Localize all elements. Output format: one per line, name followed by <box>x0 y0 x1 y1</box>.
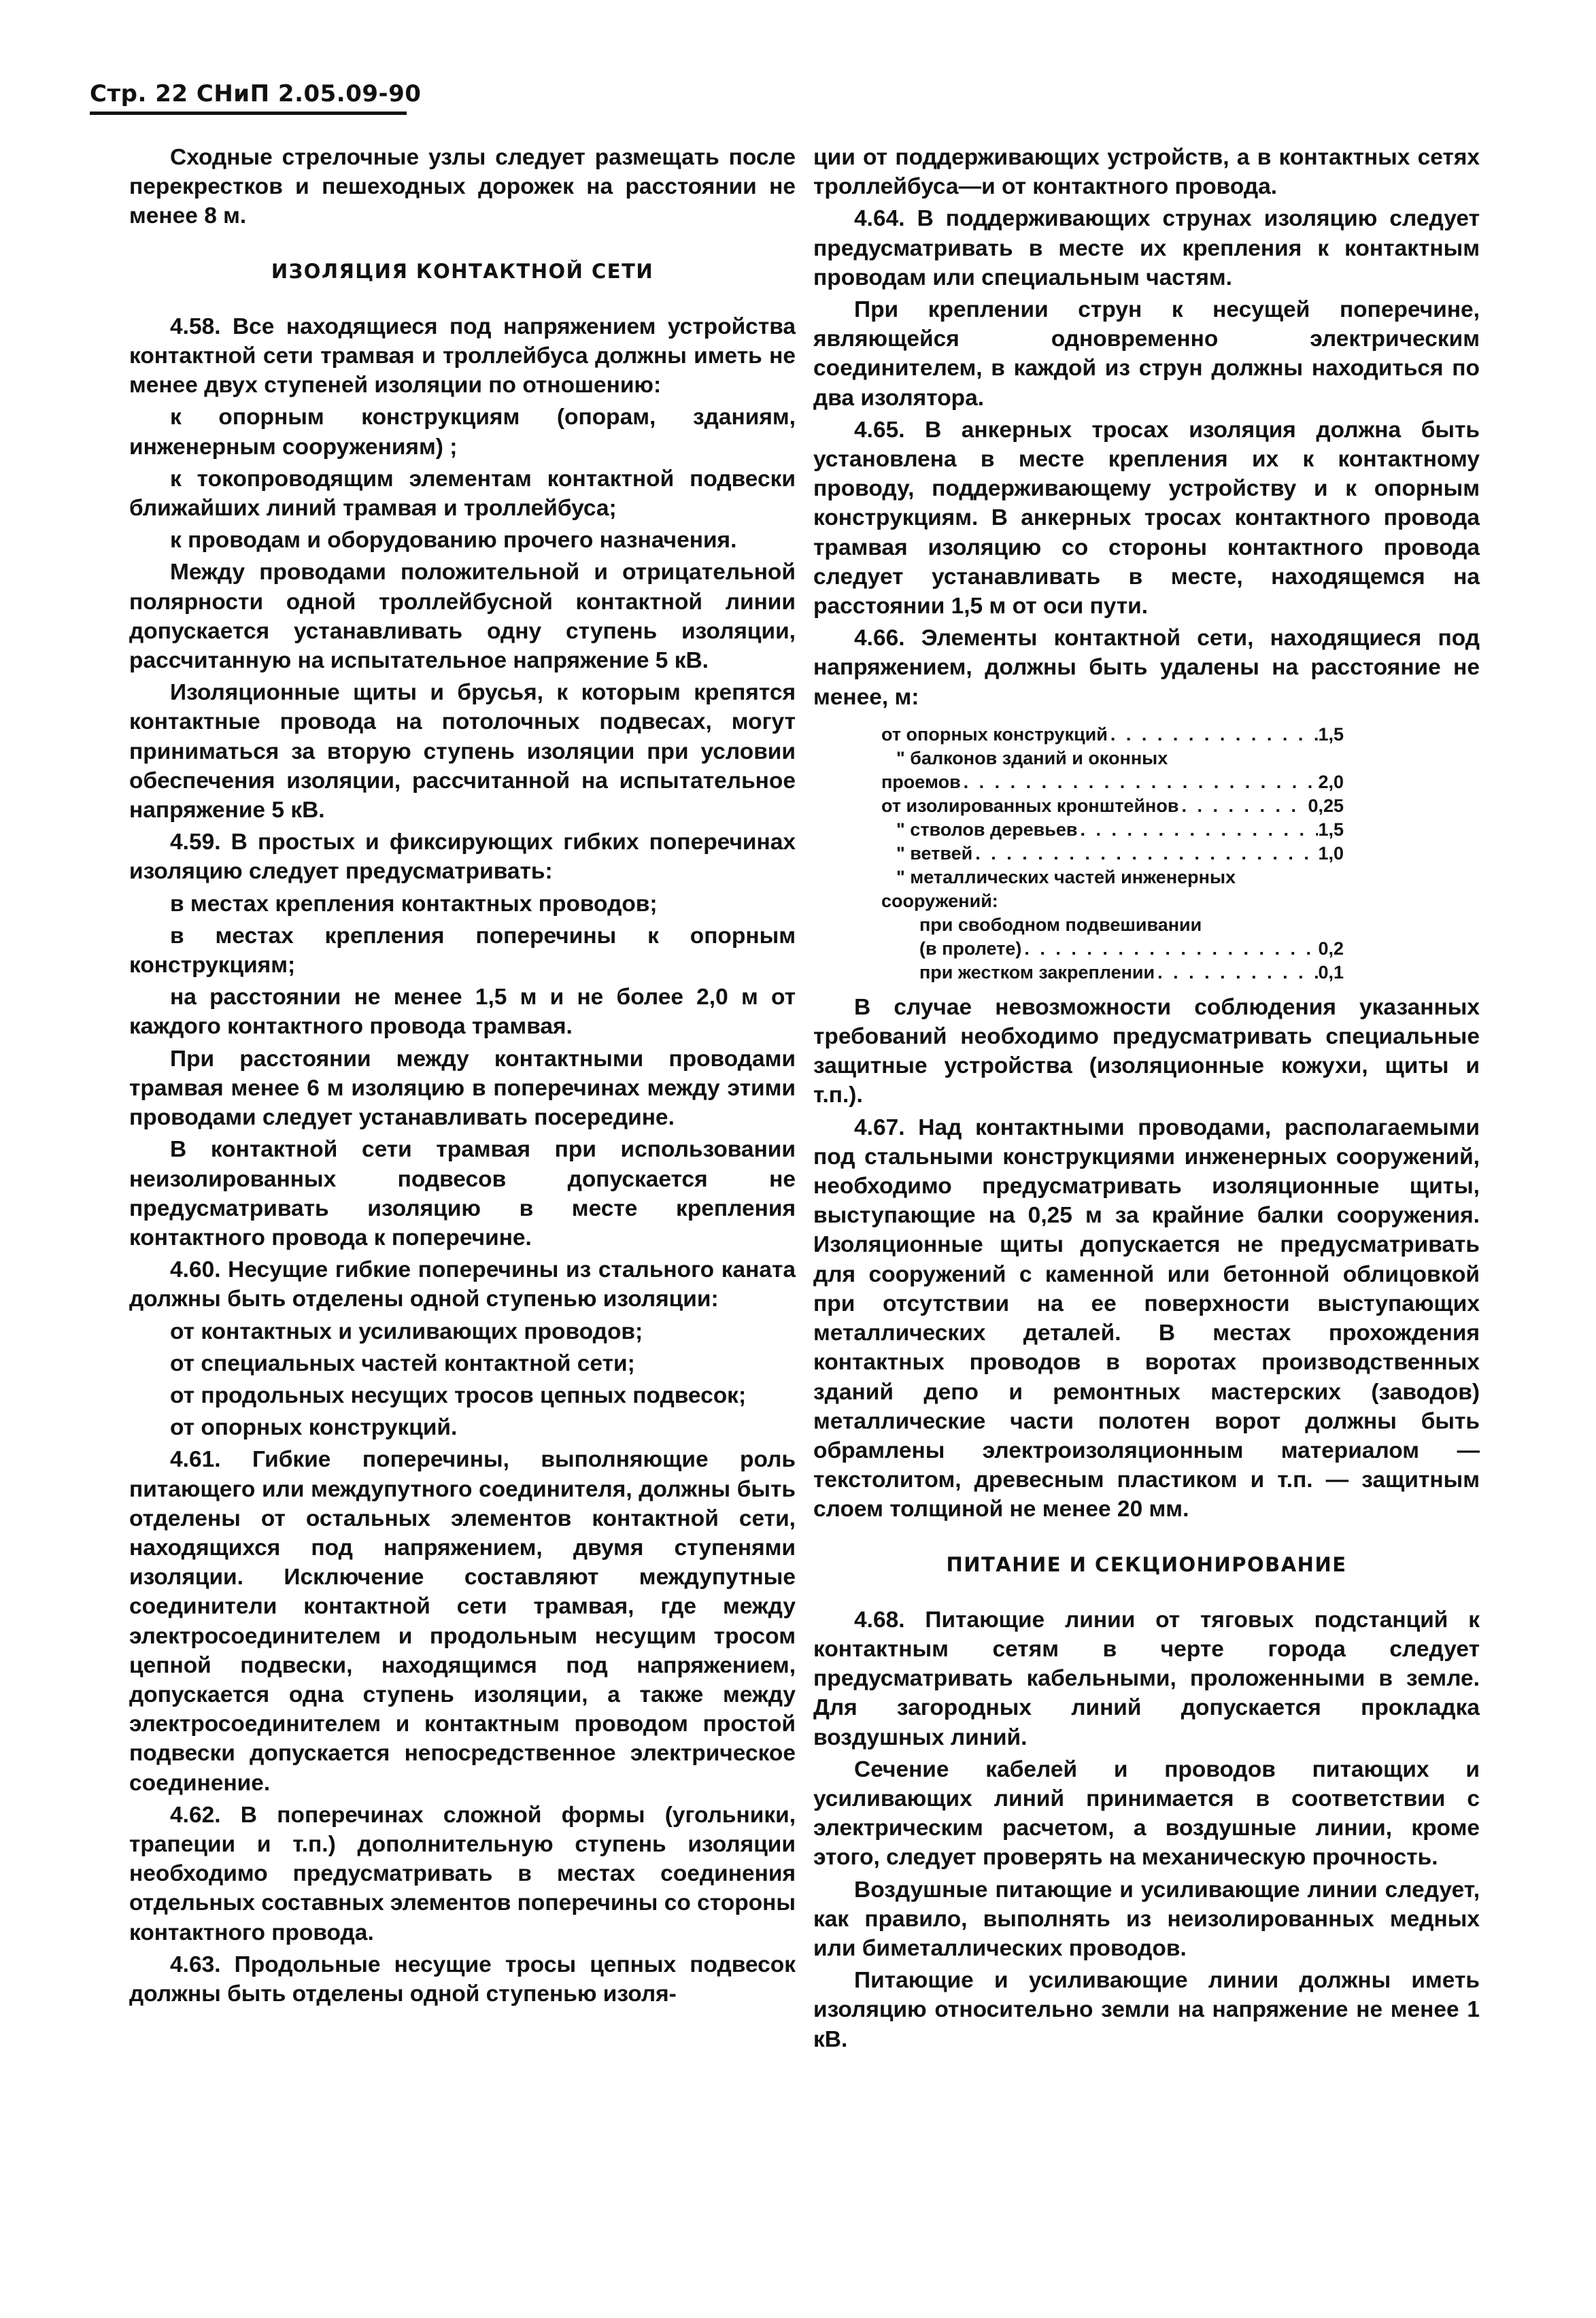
clause-number: 4.63. <box>170 1951 221 1977</box>
clause-text: Гибкие поперечины, выполняющие роль питающего или междупутного соединителя, должны быть отделены от остальных элементов контактной сети, находящихся под напряжением, двумя ступенями изоляции. Исключение составляют междупутные соединители контактной сети трамвая, где между электросоединителем и продольным несущим тросом цепной подвески, находящимся под напряжением, допускается одна ступень изоляции, а также между электросоединителем и контактным проводом простой подвески допускается непосредственное электрическое соединение. <box>129 1447 796 1796</box>
distance-value: 1,5 <box>1318 819 1344 840</box>
section-heading-power: ПИТАНИЕ И СЕКЦИОНИРОВАНИЕ <box>946 1552 1347 1576</box>
dot-leader <box>961 770 1319 794</box>
distance-label: " ветвей <box>896 842 973 864</box>
paragraph: Воздушные питающие и усиливающие линии следует, как правило, выполнять из неизолированных медных или биметаллических проводов. <box>813 1877 1480 1961</box>
dot-leader <box>1077 818 1318 842</box>
dot-leader <box>1155 961 1318 985</box>
distance-value: 0,2 <box>1318 938 1344 959</box>
clause-number: 4.62. <box>170 1802 221 1828</box>
distance-label: проемов <box>881 771 961 792</box>
list-item: на расстоянии не менее 1,5 м и не более 2,0 м от каждого контактного провода трамвая. <box>129 985 796 1040</box>
distance-row <box>881 913 1344 937</box>
list-item: к токопроводящим элементам контактной подвески ближайших линий трамвая и троллейбуса; <box>129 466 796 522</box>
right-column <box>813 143 1480 2054</box>
list-item: от контактных и усиливающих проводов; <box>170 1318 643 1344</box>
list-item: к опорным конструкциям (опорам, зданиям, инженерным сооружениям) ; <box>129 405 796 460</box>
clause-number: 4.58. <box>170 313 221 339</box>
distance-label: от изолированных кронштейнов <box>881 795 1179 816</box>
clause-number: 4.67. <box>854 1114 905 1140</box>
paragraph: При креплении струн к несущей поперечине, являющейся одновременно электрическим соединителем, в каждой из струн должны находиться по два изолятора. <box>813 297 1480 411</box>
distance-row <box>881 723 1344 747</box>
distance-row <box>881 770 1344 794</box>
list-item: в местах крепления контактных проводов; <box>170 891 658 917</box>
dot-leader <box>972 842 1318 866</box>
distance-table <box>881 723 1344 985</box>
clause-4-66 <box>813 624 1480 712</box>
paragraph: При расстоянии между контактными проводами трамвая менее 6 м изоляцию в поперечинах между этими проводами следует устанавливать посередине. <box>129 1046 796 1131</box>
paragraph: Между проводами положительной и отрицательной полярности одной троллейбусной контактной линии допускается устанавливать одну ступень изоляции, рассчитанную на испытательное напряжение 5 кВ. <box>129 560 796 674</box>
clause-text: Над контактными проводами, располагаемыми под стальными конструкциями инженерных сооружений, необходимо предусматривать изоляционные щиты, выступающие на 0,25 м за крайние балки сооружения. Изоляционные щиты допускается не предусматривать для сооружений с каменной или бетонной облицовкой при отсутствии на ее поверхности выступающих металлических деталей. В местах прохождения контактных проводов в воротах производственных зданий депо и ремонтных мастерских (заводов) металлические части полотен ворот должны быть обрамлены электроизоляционным материалом — текстолитом, древесным пластиком и т.п. — защитным слоем толщиной не менее 20 мм. <box>813 1114 1480 1522</box>
distance-value: 0,1 <box>1318 961 1344 983</box>
distance-value: 1,0 <box>1318 842 1344 864</box>
list-item: от специальных частей контактной сети; <box>170 1350 635 1376</box>
clause-text: Продольные несущие тросы цепных подвесок должны быть отделены одной ступенью изоля- <box>129 1951 796 2007</box>
distance-label: " балконов зданий и оконных <box>896 747 1168 768</box>
distance-row <box>881 866 1344 889</box>
clause-text: В простых и фиксирующих гибких поперечинах изоляцию следует предусматривать: <box>129 830 796 885</box>
distance-label: при жестком закреплении <box>919 961 1155 983</box>
distance-label: " стволов деревьев <box>896 819 1078 840</box>
clause-4-61 <box>129 1445 796 1797</box>
paragraph: Изоляционные щиты и брусья, к которым крепятся контактные провода на потолочных подвесах, могут приниматься за вторую ступень изоляции при условии обеспечения изоляции, рассчитанной на испытательное напряжение 5 кВ. <box>129 680 796 823</box>
paragraph: В случае невозможности соблюдения указанных требований необходимо предусматривать специальные защитные устройства (изоляционные кожухи, щиты и т.п.). <box>813 994 1480 1108</box>
clause-number: 4.68. <box>854 1607 905 1633</box>
paragraph-continued: ции от поддерживающих устройств, а в контактных сетях троллейбуса—и от контактного провода. <box>813 145 1480 200</box>
clause-text: Элементы контактной сети, находящиеся под напряжением, должны быть удалены на расстояние не менее, м: <box>813 626 1480 710</box>
clause-number: 4.66. <box>854 626 905 651</box>
distance-row <box>881 937 1344 961</box>
distance-value: 0,25 <box>1308 795 1344 816</box>
distance-label: сооружений: <box>881 890 998 911</box>
clause-4-59 <box>129 828 796 886</box>
list-item: от опорных конструкций. <box>170 1415 458 1441</box>
distance-row <box>881 961 1344 985</box>
distance-label: (в пролете) <box>919 938 1022 959</box>
clause-number: 4.64. <box>854 206 905 232</box>
distance-label: при свободном подвешивании <box>919 914 1202 935</box>
distance-value: 2,0 <box>1318 771 1344 792</box>
clause-4-63 <box>129 1950 796 2009</box>
dot-leader <box>1178 794 1308 818</box>
left-column <box>129 143 796 2009</box>
distance-row <box>881 794 1344 818</box>
clause-text: В поддерживающих струнах изоляцию следует предусматривать в месте их крепления к контактным проводам или специальным частям. <box>813 206 1480 290</box>
clause-number: 4.60. <box>170 1257 221 1283</box>
clause-number: 4.59. <box>170 830 221 855</box>
distance-label: " металлических частей инженерных <box>896 866 1236 887</box>
distance-row <box>881 889 1344 913</box>
distance-value: 1,5 <box>1318 723 1344 745</box>
section-heading-isolation: ИЗОЛЯЦИЯ КОНТАКТНОЙ СЕТИ <box>271 259 654 283</box>
clause-text: В поперечинах сложной формы (угольники, трапеции и т.п.) дополнительную ступень изоляции необходимо предусматривать в местах соединения отдельных составных элементов поперечины со стороны контактного провода. <box>129 1802 796 1945</box>
header-rule <box>90 112 407 115</box>
paragraph: Питающие и усиливающие линии должны иметь изоляцию относительно земли на напряжение не менее 1 кВ. <box>813 1968 1480 2052</box>
clause-text: Несущие гибкие поперечины из стального каната должны быть отделены одной ступенью изоляции: <box>129 1257 796 1312</box>
dot-leader <box>1021 937 1318 961</box>
dot-leader <box>1108 723 1319 747</box>
distance-label: от опорных конструкций <box>881 723 1108 745</box>
distance-row <box>881 818 1344 842</box>
list-item: от продольных несущих тросов цепных подвесок; <box>170 1382 747 1408</box>
clause-number: 4.61. <box>170 1447 221 1473</box>
page-header: Стр. 22 СНиП 2.05.09-90 <box>90 80 422 107</box>
paragraph: Сечение кабелей и проводов питающих и усиливающих линий принимается в соответствии с электрическим расчетом, а воздушные линии, кроме этого, следует проверять на механическую прочность. <box>813 1756 1480 1871</box>
clause-4-58 <box>129 312 796 400</box>
distance-row <box>881 747 1344 770</box>
clause-number: 4.65. <box>854 417 905 443</box>
clause-text: Питающие линии от тяговых подстанций к контактным сетям в черте города следует предусматривать кабельными, проложенными в земле. Для загородных линий допускается прокладка воздушных линий. <box>813 1607 1480 1750</box>
paragraph-intro: Сходные стрелочные узлы следует размещать после перекрестков и пешеходных дорожек на расстоянии не менее 8 м. <box>129 145 796 229</box>
paragraph: В контактной сети трамвая при использовании неизолированных подвесов допускается не предусматривать изоляцию в месте крепления контактного провода к поперечине. <box>129 1137 796 1250</box>
clause-text: Все находящиеся под напряжением устройства контактной сети трамвая и троллейбуса должны иметь не менее двух ступеней изоляции по отношению: <box>129 313 796 398</box>
clause-4-62 <box>129 1801 796 1947</box>
list-item: к проводам и оборудованию прочего назначения. <box>170 528 737 553</box>
clause-4-68 <box>813 1605 1480 1752</box>
distance-row <box>881 842 1344 866</box>
clause-4-64 <box>813 204 1480 292</box>
clause-4-65 <box>813 415 1480 621</box>
clause-4-60 <box>129 1255 796 1314</box>
clause-4-67 <box>813 1113 1480 1524</box>
list-item: в местах крепления поперечины к опорным конструкциям; <box>129 923 796 978</box>
clause-text: В анкерных тросах изоляция должна быть установлена в месте крепления их к контактному проводу, поддерживающему устройству и к опорным конструкциям. В анкерных тросах контактного провода трамвая изоляцию со стороны контактного провода следует устанавливать в месте, находящемся на расстоянии 1,5 м от оси пути. <box>813 417 1480 619</box>
